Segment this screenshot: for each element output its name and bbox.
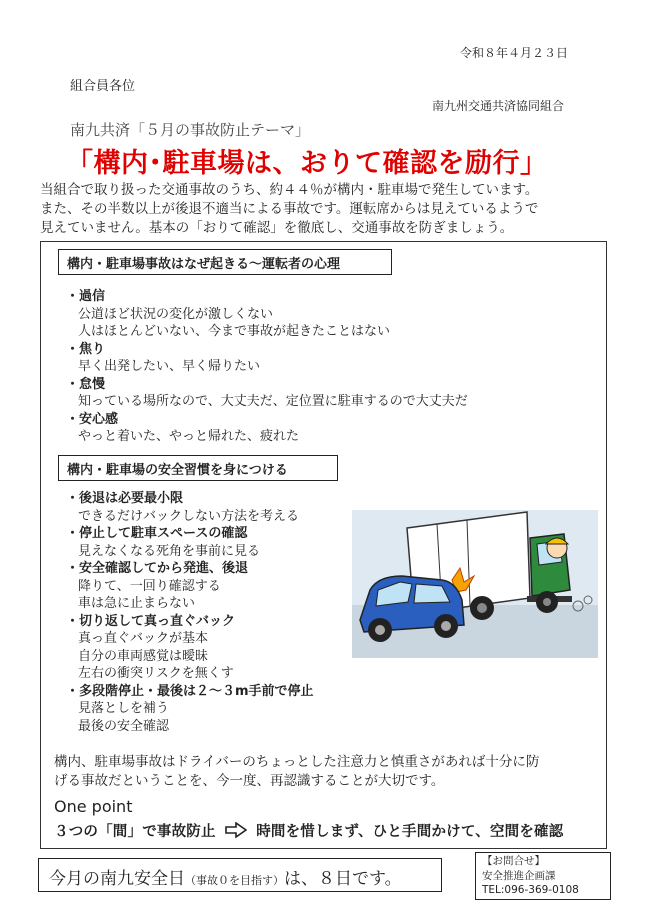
intro-paragraph <box>40 181 610 238</box>
arrow-right-icon <box>225 822 247 842</box>
list-item-line: 知っている場所なので、大丈夫だ、定位置に駐車するので大丈夫だ <box>78 394 468 409</box>
list-item-line: 自分の車両感覚は曖昧 <box>78 648 209 664</box>
sender: 南九州交通共済協同組合 <box>432 99 565 113</box>
list-item-title: ・過信 <box>66 289 106 304</box>
list-item-line: 最後の安全確認 <box>78 718 170 734</box>
section2-list <box>66 490 314 735</box>
closing-line: 構内、駐車場事故はドライバーのちょっとした注意力と慎重さがあれば十分に防 <box>54 754 540 770</box>
document-date: 令和８年４月２３日 <box>460 46 569 60</box>
list-item-line: 見えなくなる死角を事前に見る <box>78 543 261 559</box>
safety-day-note: （事故０を目指す） <box>185 874 284 887</box>
closing-line: げる事故だということを、今一度、再認識することが大切です。 <box>54 773 445 789</box>
truck-car-collision-illustration <box>352 510 598 658</box>
contact-phone: TEL:096-369-0108 <box>482 884 579 896</box>
list-item-line: 車は急に止まらない <box>78 596 196 611</box>
one-point-body <box>54 820 563 842</box>
list-item-line: できるだけバックしない方法を考える <box>78 508 300 524</box>
one-point-left-text: ３つの「間」で事故防止 <box>54 824 216 840</box>
list-item-line: 公道ほど状況の変化が激しくない <box>78 306 274 322</box>
subtitle: 南九共済「５月の事故防止テーマ」 <box>70 121 311 139</box>
list-item-line: 真っ直ぐバックが基本 <box>78 631 209 646</box>
section1-heading: 構内・駐車場事故はなぜ起きる〜運転者の心理 <box>58 249 392 275</box>
intro-line: 当組合で取り扱った交通事故のうち、約４４％が構内・駐車場で発生しています。 <box>40 182 539 198</box>
list-item-line: 早く出発したい、早く帰りたい <box>78 359 261 374</box>
one-point-right-text: 時間を惜しまず、ひと手間かけて、空間を確認 <box>256 824 564 840</box>
intro-line: また、その半数以上が後退不適当による事故です。運転席からは見えているようで <box>40 201 539 217</box>
list-item-title: ・焦り <box>66 341 106 357</box>
intro-line: 見えていません。基本の「おりて確認」を徹底し、交通事故を防ぎましょう。 <box>40 220 514 236</box>
section1-list <box>66 288 468 446</box>
safety-day-suffix: は、８日です。 <box>284 869 402 889</box>
safety-day-prefix: 今月の南九安全日 <box>49 869 185 889</box>
page-title: 「構内･駐車場は、おりて確認を励行」 <box>66 148 548 179</box>
one-point-label: One point <box>54 797 133 816</box>
list-item-title: ・切り返して真っ直ぐバック <box>66 613 236 629</box>
recipient: 組合員各位 <box>70 79 136 94</box>
list-item-title: ・後退は必要最小限 <box>66 491 184 506</box>
safety-day-box <box>38 858 442 892</box>
section2-heading: 構内・駐車場の安全習慣を身につける <box>58 455 338 481</box>
contact-department: 安全推進企画課 <box>482 869 556 882</box>
list-item-title: ・怠慢 <box>66 376 106 392</box>
contact-heading: 【お問合せ】 <box>482 855 545 867</box>
list-item-title: ・安心感 <box>66 411 119 427</box>
list-item-line: 降りて、一回り確認する <box>78 578 221 594</box>
closing-paragraph <box>54 753 539 791</box>
list-item-title: ・多段階停止・最後は２〜３m手前で停止 <box>66 683 314 699</box>
list-item-line: 人はほとんどいない、今まで事故が起きたことはない <box>78 324 391 339</box>
list-item-line: 見落としを補う <box>78 701 170 716</box>
list-item-line: やっと着いた、やっと帰れた、疲れた <box>78 429 300 444</box>
list-item-title: ・安全確認してから発進、後退 <box>66 561 249 576</box>
list-item-line: 左右の衝突リスクを無くす <box>78 666 234 681</box>
accident-illustration <box>352 510 598 658</box>
contact-box <box>475 852 611 900</box>
list-item-title: ・停止して駐車スペースの確認 <box>66 526 248 541</box>
